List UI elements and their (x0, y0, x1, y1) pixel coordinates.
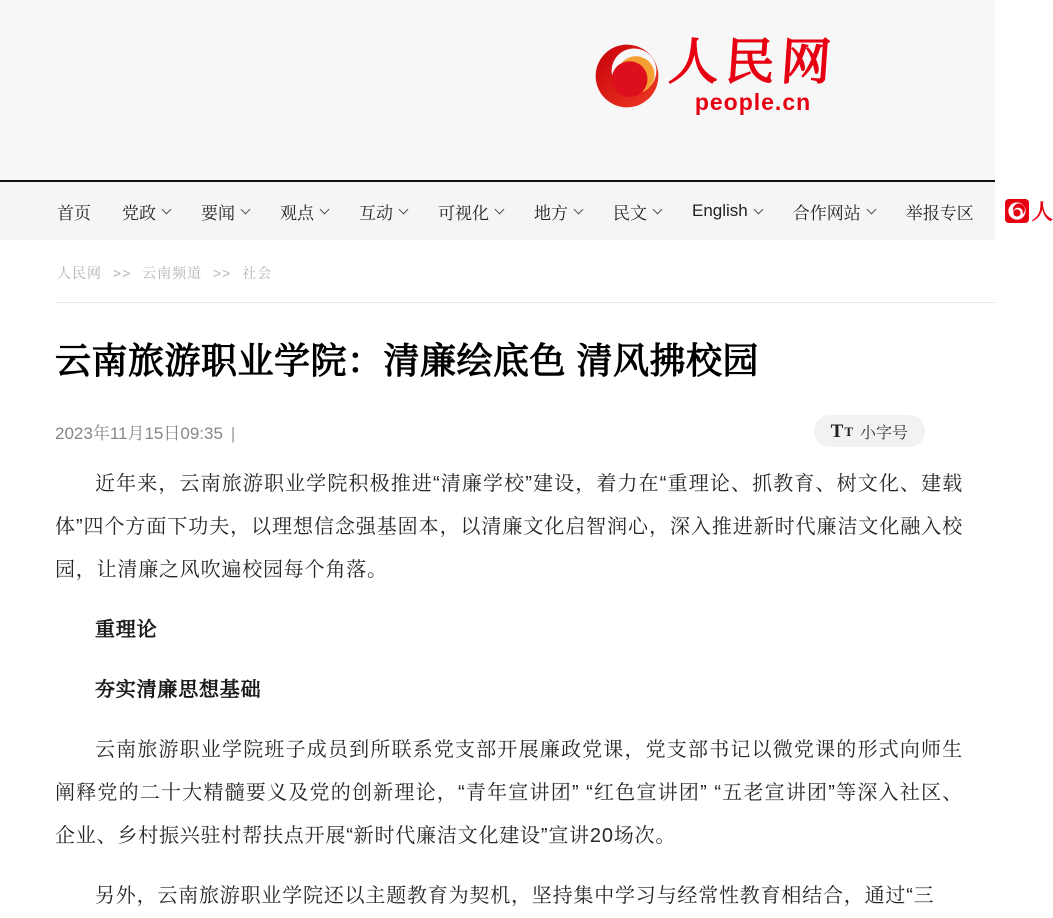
nav-item-hudong[interactable]: 互动 (359, 199, 407, 224)
site-header (0, 0, 995, 180)
content-divider (55, 302, 995, 303)
chevron-down-icon (866, 204, 876, 214)
paragraph: 另外，云南旅游职业学院还以主题教育为契机，坚持集中学习与经常性教育相结合，通过“三 (95, 885, 935, 907)
date-separator: | (230, 423, 236, 443)
breadcrumb-separator: >> (213, 265, 232, 281)
article-title: 云南旅游职业学院：清廉绘底色 清风拂校园 (55, 340, 760, 381)
article (0, 339, 995, 918)
chevron-down-icon (753, 204, 763, 214)
people-globe-icon (595, 44, 659, 108)
paragraph: 云南旅游职业学院班子成员到所联系党支部开展廉政党课，党支部书记以微党课的形式向师生阐释党的二十大精髓要义及党的创新理论，“青年宣讲团” “红色宣讲团” “五老宣讲团”等深入社区、企业、乡村振兴驻村帮扶点开展“新时代廉洁文化建设”宣讲20场次。 (55, 739, 963, 847)
chevron-down-icon (653, 204, 663, 214)
site-name: 人民网 (667, 34, 839, 90)
subheading: 夯实清廉思想基础 (95, 679, 262, 701)
corner-site-logo[interactable] (1005, 196, 1053, 226)
main-nav (0, 182, 1053, 240)
font-size-icon-small: T (844, 423, 853, 439)
article-meta-row (55, 414, 963, 448)
article-body (55, 463, 963, 918)
publish-date: 2023年11月15日09:35 | (55, 423, 236, 443)
subheading: 重理论 (95, 619, 158, 641)
breadcrumb (57, 263, 995, 283)
font-size-label: 小字号 (859, 424, 908, 442)
breadcrumb-separator: >> (112, 265, 132, 281)
nav-item-keshihua[interactable]: 可视化 (438, 199, 503, 224)
nav-item-home[interactable]: 首页 (57, 203, 91, 223)
paragraph: 近年来，云南旅游职业学院积极推进“清廉学校”建设，着力在“重理论、抓教育、树文化、建载体”四个方面下功夫，以理想信念强基固本，以清廉文化启智润心，深入推进新时代廉洁文化融入校园，让清廉之风吹遍校园每个角落。 (55, 473, 963, 581)
breadcrumb-link-society[interactable]: 社会 (242, 265, 273, 281)
site-logo[interactable] (595, 34, 837, 114)
people-globe-badge-icon (1005, 199, 1029, 223)
chevron-down-icon (320, 204, 330, 214)
font-size-icon: T (830, 420, 844, 442)
nav-item-minwen[interactable]: 民文 (613, 199, 661, 224)
chevron-down-icon (574, 204, 584, 214)
font-size-button[interactable] (814, 415, 925, 447)
nav-item-hezuowangzhan[interactable]: 合作网站 (793, 199, 875, 224)
chevron-down-icon (162, 204, 172, 214)
chevron-down-icon (241, 204, 251, 214)
breadcrumb-link-yunnan-channel[interactable]: 云南频道 (142, 265, 203, 281)
nav-item-english[interactable]: English (692, 201, 762, 221)
breadcrumb-link-people[interactable]: 人民网 (57, 265, 102, 281)
chevron-down-icon (495, 204, 505, 214)
corner-logo-text: 人 (1031, 201, 1053, 224)
nav-item-difang[interactable]: 地方 (534, 199, 582, 224)
site-domain: people.cn (694, 89, 812, 115)
nav-item-yaowen[interactable]: 要闻 (201, 199, 249, 224)
chevron-down-icon (399, 204, 409, 214)
nav-item-guandian[interactable]: 观点 (280, 199, 328, 224)
nav-item-dangzheng[interactable]: 党政 (122, 199, 170, 224)
nav-item-jubaozhuanqu[interactable]: 举报专区 (905, 203, 974, 223)
